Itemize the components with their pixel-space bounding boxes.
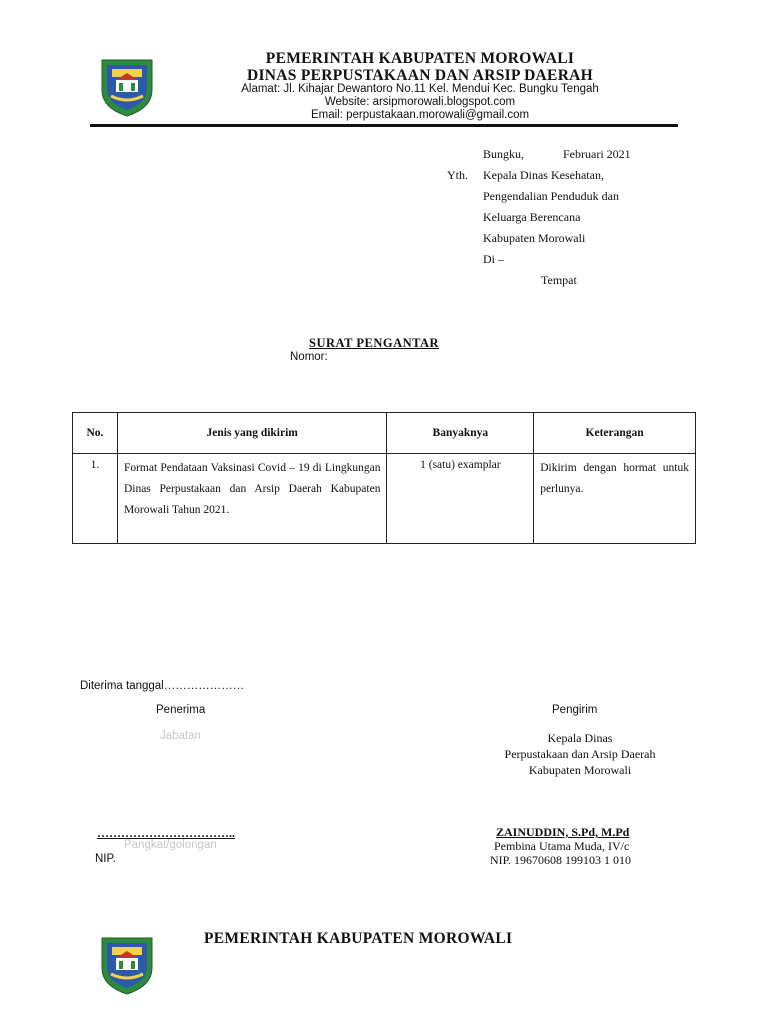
received-date-dots: ………………… — [163, 680, 245, 692]
sender-role-line-2: Perpustakaan dan Arsip Daerah — [504, 747, 656, 761]
recipient-line-4: Kabupaten Morowali — [483, 231, 586, 245]
items-table — [72, 412, 696, 544]
document-title: SURAT PENGANTAR — [309, 336, 440, 350]
recipient-line-1: Kepala Dinas Kesehatan, — [483, 168, 604, 182]
header-jenis: Jenis yang dikirim — [117, 413, 387, 454]
receiver-nip-label: NIP. — [95, 853, 116, 865]
sender-nip: NIP. 19670608 199103 1 010 — [490, 853, 632, 867]
letterhead-website: Website: arsipmorowali.blogspot.com — [324, 96, 516, 108]
sender-name: ZAINUDDIN, S.Pd, M.Pd — [496, 825, 630, 839]
table-row — [73, 454, 696, 544]
letterhead-divider — [90, 124, 678, 127]
morowali-emblem-logo — [98, 56, 156, 118]
yth-label: Yth. — [447, 168, 468, 182]
header-banyaknya: Banyaknya — [387, 413, 534, 454]
letterhead-line1: PEMERINTAH KABUPATEN MOROWALI — [265, 50, 575, 67]
header-keterangan: Keterangan — [534, 413, 696, 454]
cell-keterangan: Dikirim dengan hormat untuk perlunya. — [534, 454, 696, 544]
recipient-line-2: Pengendalian Penduduk dan — [483, 189, 619, 203]
sender-position-block — [480, 730, 680, 778]
letterhead-address: Alamat: Jl. Kihajar Dewantoro No.11 Kel. Mendui Kec. Bungku Tengah — [241, 83, 599, 95]
sender-label: Pengirim — [552, 704, 598, 716]
cell-jenis: Format Pendataan Vaksinasi Covid – 19 di Lingkungan Dinas Perpustakaan dan Arsip Daerah Kabupaten Morowali Tahun 2021. — [117, 454, 387, 544]
place-date: Februari 2021 — [563, 147, 631, 161]
received-date-text: Diterima tanggal — [80, 680, 164, 692]
table-header-row — [73, 413, 696, 454]
letterhead-email: Email: perpustakaan.morowali@gmail.com — [310, 109, 530, 121]
received-date-label — [80, 680, 244, 692]
recipient-tempat: Tempat — [541, 273, 577, 287]
sender-rank: Pembina Utama Muda, IV/c — [494, 839, 630, 853]
cell-banyaknya: 1 (satu) examplar — [387, 454, 534, 544]
receiver-rank-placeholder: Pangkat/golongan — [124, 839, 217, 851]
recipient-line-5: Di – — [483, 252, 504, 266]
header-no: No. — [73, 413, 118, 454]
receiver-position-placeholder: Jabatan — [160, 730, 201, 742]
place-city: Bungku, — [483, 147, 525, 161]
morowali-emblem-logo-footer — [98, 934, 156, 996]
receiver-label: Penerima — [156, 704, 206, 716]
document-number-label: Nomor: — [290, 351, 328, 363]
sender-role-line-1: Kepala Dinas — [547, 731, 613, 745]
letterhead-line2: DINAS PERPUSTAKAAN DAN ARSIP DAERAH — [246, 67, 594, 84]
cell-no: 1. — [73, 454, 118, 544]
receiver-signature-line: …………………………….. — [97, 826, 235, 840]
sender-role-line-3: Kabupaten Morowali — [528, 763, 632, 777]
recipient-line-3: Keluarga Berencana — [483, 210, 581, 224]
footer-letterhead-line1: PEMERINTAH KABUPATEN MOROWALI — [204, 930, 513, 947]
